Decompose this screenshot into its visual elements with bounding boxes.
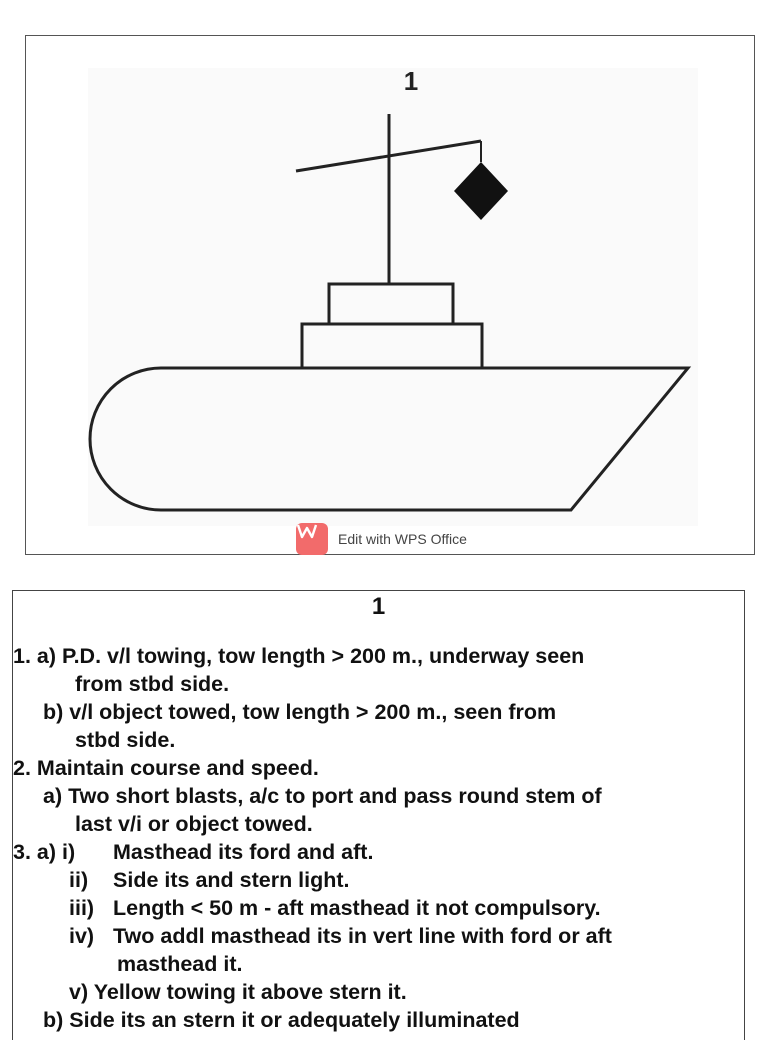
figure-label: 1 <box>403 66 419 96</box>
answer-line-marker: ii) <box>69 868 89 892</box>
answer-line: v) Yellow towing it above stern it. <box>69 980 407 1004</box>
wps-edit-badge[interactable] <box>296 523 467 555</box>
answer-line-marker: iv) <box>69 924 95 948</box>
answer-line: from stbd side. <box>75 672 230 696</box>
answer-line: Masthead its ford and aft. <box>113 840 374 864</box>
answer-line: Length < 50 m - aft masthead it not compulsory. <box>113 896 601 920</box>
answer-line: 1. a) P.D. v/l towing, tow length > 200 m., underway seen <box>13 644 585 668</box>
answer-line: Side its and stern light. <box>113 868 350 892</box>
answer-line: b) v/l object towed, tow length > 200 m., seen from <box>43 700 557 724</box>
wps-logo-icon <box>296 523 328 555</box>
wps-edit-label: Edit with WPS Office <box>338 531 467 547</box>
answer-line-marker: iii) <box>69 896 95 920</box>
diagram-background <box>88 68 698 526</box>
diagram-figure <box>25 35 755 555</box>
vessel-diagram <box>26 36 756 556</box>
answer-line: 2. Maintain course and speed. <box>13 756 319 780</box>
answer-line: masthead it. <box>117 952 243 976</box>
answer-line: a) Two short blasts, a/c to port and pass round stem of <box>43 784 602 808</box>
answer-line: Two addl masthead its in vert line with ford or aft <box>113 924 612 948</box>
answer-line: b) Side its an stern it or adequately illuminated <box>43 1008 520 1032</box>
answer-title: 1 <box>371 593 386 620</box>
answer-line: stbd side. <box>75 728 176 752</box>
answer-box <box>12 590 745 1040</box>
answer-line-marker: 3. a) i) <box>13 840 76 864</box>
answer-line: last v/i or object towed. <box>75 812 313 836</box>
